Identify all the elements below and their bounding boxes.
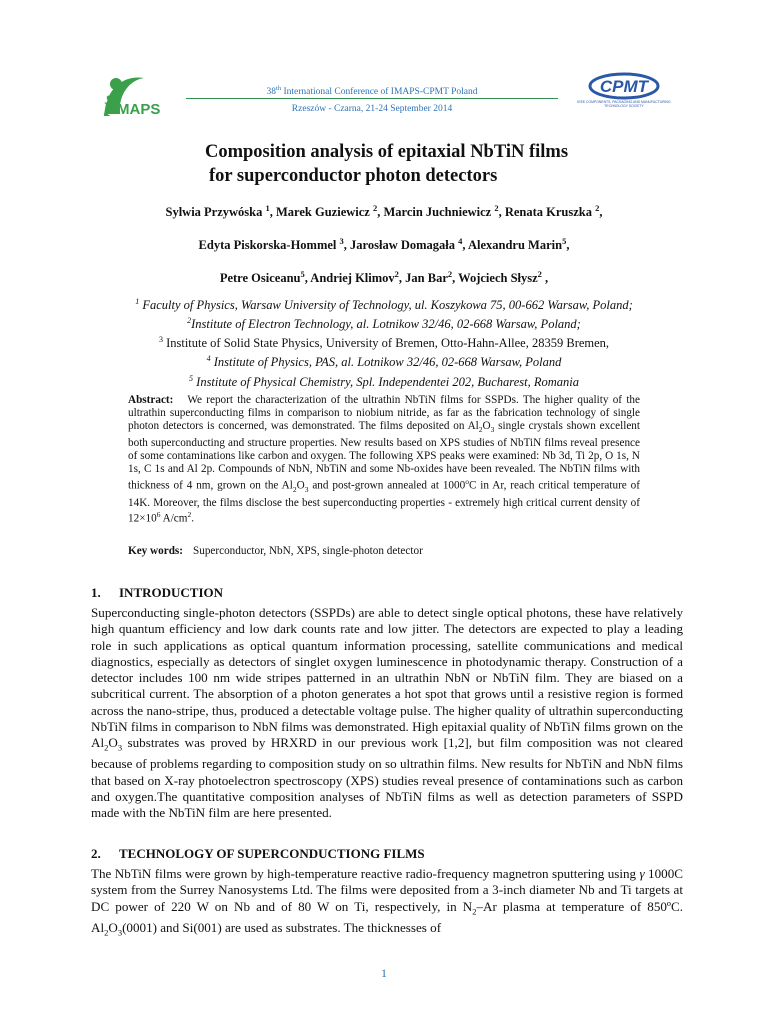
author-name: Sylwia Przywóska	[165, 205, 266, 220]
keywords	[128, 545, 640, 557]
section-heading-introduction: 1. INTRODUCTION	[91, 585, 224, 600]
conference-location-date: Rzeszów - Czarna, 21-24 September 2014	[291, 104, 453, 114]
author-name: , Marek Guziewicz	[269, 205, 373, 220]
affiliation-line: $^3$ Institute of Solid State Physics, University of Bremen, Otto-Hahn-Allee, 28359 Bremen,	[158, 335, 610, 351]
author-list	[80, 194, 688, 293]
author-name: , Jan Bar	[398, 271, 448, 286]
conference-title: 38th International Conference of IMAPS-CPMT Poland	[266, 85, 478, 98]
author-affiliation-mark: 5	[300, 269, 305, 280]
abstract-label: Abstract:	[128, 394, 174, 406]
imaps-logo-text: MAPS	[117, 101, 161, 118]
author-affiliation-mark: 3	[339, 236, 344, 247]
affiliation-line: $^2$Institute of Electron Technology, al. Lotnikow 32/46, 02-668 Warsaw, Poland;	[187, 316, 581, 332]
author-name: ,	[599, 205, 603, 220]
author-name: , Renata Kruszka	[498, 205, 596, 220]
author-name: , Andriej Klimov	[304, 271, 395, 286]
affiliation-line: $^1$ Faculty of Physics, Warsaw University of Technology, ul. Koszykowa 75, 00-662 Warsaw, Poland;	[135, 297, 633, 313]
author-name: Petre Osiceanu	[219, 271, 301, 286]
keywords-label: Key words:	[128, 545, 183, 557]
author-affiliation-mark: 2	[494, 203, 499, 213]
imaps-logo	[100, 70, 166, 128]
affiliation-line: $^4$ Institute of Physics, PAS, al. Lotnikow 32/46, 02-668 Warsaw, Poland	[206, 354, 562, 370]
section-heading-technology: 2. TECHNOLOGY OF SUPERCONDUCTIONG FILMS	[91, 846, 425, 861]
author-line-1	[80, 194, 688, 227]
header-divider	[186, 98, 558, 99]
author-name: , Marcin Juchniewicz	[377, 205, 495, 220]
author-affiliation-mark: 2	[372, 203, 378, 213]
affiliation-list	[80, 294, 688, 390]
author-line-2	[80, 227, 688, 260]
author-name: , Wojciech Słysz	[452, 271, 538, 286]
title-line-2: for superconductor photon detectors	[209, 166, 498, 186]
affiliation-line: $^5$ Institute of Physical Chemistry, Spl. Independentei 202, Bucharest, Romania	[189, 373, 579, 389]
abstract: Abstract: We report the characterization of the ultrathin NbTiN films for SSPDs. The higher quality of the ultrathin superconducting films in comparison to niobium nitride, as far as the fabrication technology of single photon detectors is concerned, was demonstrated. The films deposited on $Al_2O_3$ single crystals shown excellent both superconducting and structure properties. New results based on XPS studies of NbTiN films reveal presence of some contaminations like carbon and oxygen. The following XPS peaks were examined: Nb 3d, Ti 2p, O 1s, N 1s, C 1s and Al 2p. Compounds of NbN, NbTiN and some Nb-oxides have been revealed. The NbTiN films with thickness of 4 nm, grown on the $Al_2O_3$ and post-grown annealed at 1000$^o$C in Ar, reach critical temperature of 14K. Moreover, the films disclose the best superconducting properties - extremely high critical current density of $12\times 10^6$ $A/cm^2$.	[128, 394, 640, 526]
author-name: ,	[541, 271, 549, 286]
author-name: , Jarosław Domagała	[343, 238, 459, 253]
author-affiliation-mark: 2	[447, 269, 453, 280]
author-affiliation-mark: 4	[458, 236, 463, 247]
cpmt-logo-caption: IEEE COMPONENTS, PACKAGING AND MANUFACTURING TECHNOLOGY SOCIETY	[577, 100, 671, 108]
imaps-logo-letter: i	[103, 90, 112, 123]
cpmt-logo-text: CPMT	[599, 77, 649, 96]
author-affiliation-mark: 2	[537, 269, 542, 280]
introduction-paragraph: Superconducting single-photon detectors (SSPDs) are able to detect single optical photons, these have relatively high quantum efficiency and low dark counts rate and low jitter. The detectors are expected to play a leading role in such applications as optical quantum information processing, satellite communications and medical diagnostics, especially as detectors of singlet oxygen luminescence in photodynamic therapy. Construction of a detector includes 100 nm wide stripes patterned in an ultrathin NbN or NbTiN film. They are biased on a subcritical current. The absorption of a photon generates a hot spot that grows until a resistive region is formed across the nano-stripe, thus, produced a detectable voltage pulse. The higher quality of ultrathin superconducting NbTiN films in comparison to NbN films was demonstrated. High epitaxial quality of NbTiN films grown on the $Al_2O_3$ substrates was proved by HRXRD in our previous work [1,2], but film composition was not cleared because of problems regarding to composition study on so ultrathin films. New results for NbTiN and NbN films that based on X-ray photoelectron spectroscopy (XPS) studies reveal presence of contaminations such as carbon and oxygen.The quantitative composition analyses of NbTiN films as well as detection parameters of SSPD made with the NbTiN film are here presented.	[91, 605, 683, 821]
technology-paragraph: The NbTiN films were grown by high-temperature reactive radio-frequency magnetron sputtering using γ 1000C system from the Surrey Nanosystems Ltd. The films were deposited from a 3-inch diameter Nb and Ti targets at DC power of 220 W on Nb and of 80 W on Ti, respectively, in $N_2-Ar$ plasma at temperature of 850ºC. $Al_2O_3(0001)$ and Si(001) are used as substrates. The thicknesses of	[91, 866, 683, 938]
paper-title	[205, 140, 568, 188]
author-affiliation-mark: 2	[595, 203, 600, 213]
keywords-text: Superconductor, NbN, XPS, single-photon detector	[193, 545, 423, 557]
author-affiliation-mark: 5	[562, 236, 567, 247]
page-number: 1	[381, 966, 387, 980]
cpmt-logo	[570, 72, 678, 118]
author-name: Edyta Piskorska-Hommel	[198, 238, 340, 253]
author-affiliation-mark: 1	[265, 203, 270, 213]
title-line-1: Composition analysis of epitaxial NbTiN films	[205, 142, 569, 162]
author-line-3	[80, 260, 688, 293]
author-affiliation-mark: 2	[394, 269, 399, 280]
author-name: ,	[566, 238, 570, 253]
author-name: , Alexandru Marin	[462, 238, 563, 253]
